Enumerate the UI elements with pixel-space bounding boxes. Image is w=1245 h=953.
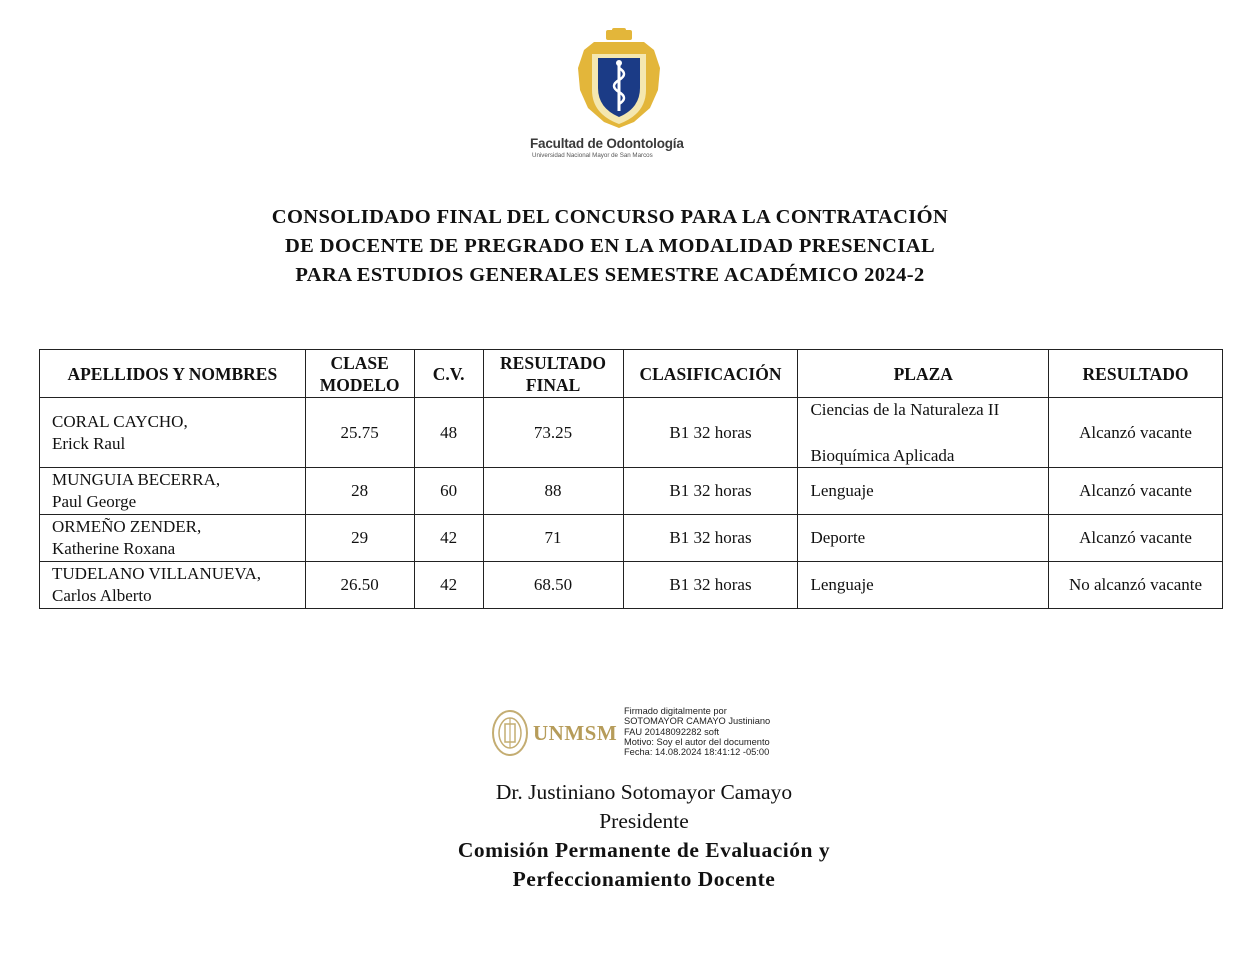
cell-clasificacion: B1 32 horas	[623, 515, 798, 562]
faculty-name: Facultad de Odontología	[530, 136, 684, 151]
signature-line-1: Firmado digitalmente por	[624, 706, 727, 716]
header-resultado-final	[483, 350, 623, 398]
cell-plaza: Deporte	[798, 515, 1049, 562]
header-clase-line2: MODELO	[319, 374, 400, 395]
header-clasificacion: CLASIFICACIÓN	[623, 350, 798, 398]
cell-given-name: Carlos Alberto	[52, 586, 152, 605]
table-row	[40, 398, 1223, 468]
cell-cv: 48	[414, 398, 483, 468]
signature-line-3: FAU 20148092282 soft	[624, 726, 720, 737]
results-table	[39, 349, 1223, 609]
cell-name	[40, 515, 306, 562]
cell-cv: 42	[414, 515, 483, 562]
cell-resultado: Alcanzó vacante	[1049, 468, 1223, 515]
unmsm-brand: UNMSM	[533, 721, 618, 745]
cell-cv: 60	[414, 468, 483, 515]
table-row	[40, 468, 1223, 515]
cell-plaza-line1: Ciencias de la Naturaleza II	[810, 399, 1000, 419]
digital-signature-text	[624, 706, 770, 757]
cell-surname: CORAL CAYCHO,	[52, 411, 188, 431]
cell-clase: 25.75	[305, 398, 414, 468]
cell-final: 71	[483, 515, 623, 562]
faculty-logo	[528, 28, 714, 160]
title-line-1: CONSOLIDADO FINAL DEL CONCURSO PARA LA CONTRATACIÓN	[271, 206, 949, 228]
cell-surname: ORMEÑO ZENDER,	[52, 517, 202, 536]
table-row	[40, 562, 1223, 609]
signatory-role: Presidente	[599, 809, 689, 833]
header-cv: C.V.	[414, 350, 483, 398]
signatory-block	[430, 778, 858, 894]
university-name: Universidad Nacional Mayor de San Marcos	[532, 152, 653, 159]
cell-surname: MUNGUIA BECERRA,	[52, 470, 221, 489]
cell-clase: 29	[305, 515, 414, 562]
cell-final: 73.25	[483, 398, 623, 468]
header-plaza: PLAZA	[798, 350, 1049, 398]
table-header-row	[40, 350, 1223, 398]
title-line-3: PARA ESTUDIOS GENERALES SEMESTRE ACADÉMICO 2024-2	[295, 264, 925, 286]
cell-resultado: Alcanzó vacante	[1049, 515, 1223, 562]
commission-line-1: Comisión Permanente de Evaluación y	[457, 838, 831, 862]
cell-clasificacion: B1 32 horas	[623, 562, 798, 609]
cell-plaza: Lenguaje	[798, 562, 1049, 609]
cell-name	[40, 398, 306, 468]
cell-given-name: Paul George	[52, 492, 137, 511]
signature-line-4: Motivo: Soy el autor del documento	[624, 736, 770, 747]
title-line-2: DE DOCENTE DE PREGRADO EN LA MODALIDAD PRESENCIAL	[284, 235, 936, 257]
signature-line-5: Fecha: 14.08.2024 18:41:12 -05:00	[624, 747, 770, 758]
cell-given-name: Erick Raul	[52, 433, 126, 453]
cell-clase: 26.50	[305, 562, 414, 609]
cell-surname: TUDELANO VILLANUEVA,	[52, 564, 262, 583]
signatory-name: Dr. Justiniano Sotomayor Camayo	[495, 780, 793, 804]
cell-resultado: Alcanzó vacante	[1049, 398, 1223, 468]
header-resultado: RESULTADO	[1049, 350, 1223, 398]
cell-given-name: Katherine Roxana	[52, 539, 176, 558]
cell-plaza	[798, 398, 1049, 468]
cell-name	[40, 468, 306, 515]
cell-final: 88	[483, 468, 623, 515]
header-final-line2: FINAL	[525, 374, 581, 395]
cell-cv: 42	[414, 562, 483, 609]
cell-clasificacion: B1 32 horas	[623, 468, 798, 515]
cell-clase: 28	[305, 468, 414, 515]
document-title	[200, 203, 1020, 290]
cell-plaza: Lenguaje	[798, 468, 1049, 515]
unmsm-seal-icon	[490, 708, 530, 758]
faculty-crest-icon	[576, 28, 662, 132]
commission-line-2: Perfeccionamiento Docente	[512, 867, 776, 891]
signature-line-2: SOTOMAYOR CAMAYO Justiniano	[624, 716, 771, 727]
header-clase-line1: CLASE	[330, 352, 389, 373]
cell-plaza-line2: Bioquímica Aplicada	[810, 445, 955, 465]
cell-resultado: No alcanzó vacante	[1049, 562, 1223, 609]
header-final-line1: RESULTADO	[500, 352, 607, 373]
cell-name	[40, 562, 306, 609]
header-name: APELLIDOS Y NOMBRES	[40, 350, 306, 398]
header-clase-modelo	[305, 350, 414, 398]
cell-final: 68.50	[483, 562, 623, 609]
table-row	[40, 515, 1223, 562]
cell-clasificacion: B1 32 horas	[623, 398, 798, 468]
